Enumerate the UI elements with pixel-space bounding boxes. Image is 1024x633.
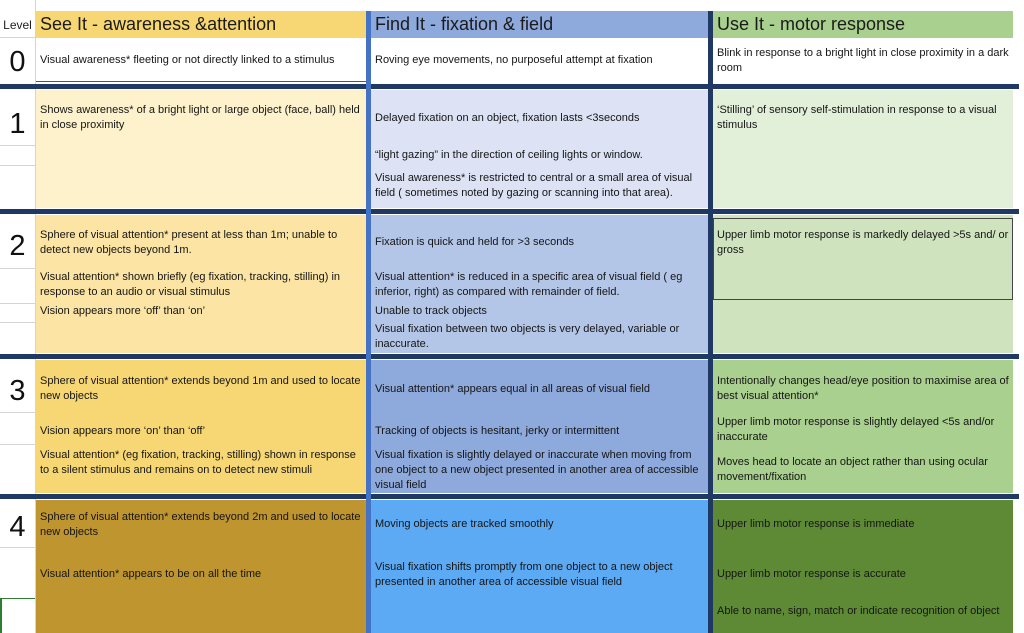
level-2-find-text-3[interactable]: Unable to track objects [375,305,487,317]
level-4-see-text-1[interactable]: Sphere of visual attention* extends beyond 2m and used to locate new objects [40,511,361,538]
find-it-header[interactable]: Find It - fixation & field [371,11,708,38]
see-it-header[interactable]: See It - awareness &attention [36,11,366,38]
level-1-use-text[interactable]: ‘Stilling’ of sensory self-stimulation in response to a visual stimulus [717,104,997,131]
level-3-see-text-3[interactable]: Visual attention* (eg fixation, tracking, stilling) shown in response to a silent stimulus and remains on to detect new stimuli [40,449,356,476]
level-1-find-text-2[interactable]: “light gazing” in the direction of ceiling lights or window. [375,149,643,161]
level-0-underline [36,81,366,82]
level-3-use-text-3[interactable]: Moves head to locate an object rather than using ocular movement/fixation [717,456,988,483]
level-divider [0,354,1019,359]
level-4-find-text-1[interactable]: Moving objects are tracked smoothly [375,518,554,530]
level-divider [0,84,1019,89]
level-3-use-text-2[interactable]: Upper limb motor response is slightly delayed <5s and/or inaccurate [717,416,995,443]
level-column-header[interactable]: Level [3,18,32,32]
level-0-number: 0 [9,46,26,78]
level-3-find-text-2[interactable]: Tracking of objects is hesitant, jerky or intermittent [375,425,620,437]
level-0-use-text[interactable]: Blink in response to a bright light in close proximity in a dark room [717,47,1009,74]
level-2-use-text[interactable]: Upper limb motor response is markedly delayed >5s and/ or gross [717,229,1009,256]
level-2-find-text-4[interactable]: Visual fixation between two objects is very delayed, variable or inaccurate. [375,323,680,350]
level-divider [0,494,1019,499]
level-4-use-text-3[interactable]: Able to name, sign, match or indicate recognition of object [717,605,1000,617]
margin-gridline [0,322,35,323]
margin-gridline [0,145,35,146]
margin-gridline [0,547,35,548]
level-3-see-text-2[interactable]: Vision appears more ‘on’ than ‘off’ [40,425,206,437]
level-2-find-text-2[interactable]: Visual attention* is reduced in a specific area of visual field ( eg inferior, right) as compared with remainder of field. [375,271,683,298]
selection-edge [0,598,2,633]
level-3-find-text-3[interactable]: Visual fixation is slightly delayed or inaccurate when moving from one object to a new object presented in another area of accessible visual field [375,449,699,491]
level-2-see-text-1[interactable]: Sphere of visual attention* present at less than 1m; unable to detect new objects beyond 1m. [40,229,338,256]
level-3-number: 3 [9,375,26,407]
level-divider [0,209,1019,214]
use-it-header[interactable]: Use It - motor response [713,11,1013,38]
level-1-find-text-3[interactable]: Visual awareness* is restricted to central or a small area of visual field ( sometimes noted by gazing or scanning into that area). [375,172,693,199]
level-0-find-text[interactable]: Roving eye movements, no purposeful attempt at fixation [375,54,653,66]
level-4-use-text-2[interactable]: Upper limb motor response is accurate [717,568,906,580]
level-2-find-text-1[interactable]: Fixation is quick and held for >3 seconds [375,236,575,248]
margin-gridline [0,444,35,445]
selection-edge [0,598,35,599]
level-3-find-text-1[interactable]: Visual attention* appears equal in all areas of visual field [375,383,650,395]
level-0-see-text[interactable]: Visual awareness* fleeting or not directly linked to a stimulus [40,54,335,66]
margin-gridline [0,37,35,38]
margin-gridline [0,268,35,269]
column-divider [708,11,713,633]
level-2-number: 2 [9,230,26,262]
level-4-see-text-2[interactable]: Visual attention* appears to be on all the time [40,568,262,580]
level-3-use-text-1[interactable]: Intentionally changes head/eye position to maximise area of best visual attention* [717,375,1009,402]
level-1-find-text-1[interactable]: Delayed fixation on an object, fixation lasts <3seconds [375,112,640,124]
level-4-number: 4 [9,511,26,543]
level-3-see-text-1[interactable]: Sphere of visual attention* extends beyond 1m and used to locate new objects [40,375,361,402]
level-4-find-text-2[interactable]: Visual fixation shifts promptly from one object to a new object presented in another area of accessible visual field [375,561,673,588]
level-1-see-text[interactable]: Shows awareness* of a bright light or large object (face, ball) held in close proximity [40,104,360,131]
level-2-see-text-2[interactable]: Visual attention* shown briefly (eg fixation, tracking, stilling) in response to an audio or visual stimulus [40,271,341,298]
level-1-number: 1 [9,108,26,140]
margin-gridline [0,165,35,166]
margin-gridline [0,412,35,413]
margin-gridline [0,303,35,304]
column-divider [366,11,371,633]
level-2-see-text-3[interactable]: Vision appears more ‘off’ than ‘on’ [40,305,206,317]
level-4-use-text-1[interactable]: Upper limb motor response is immediate [717,518,915,530]
